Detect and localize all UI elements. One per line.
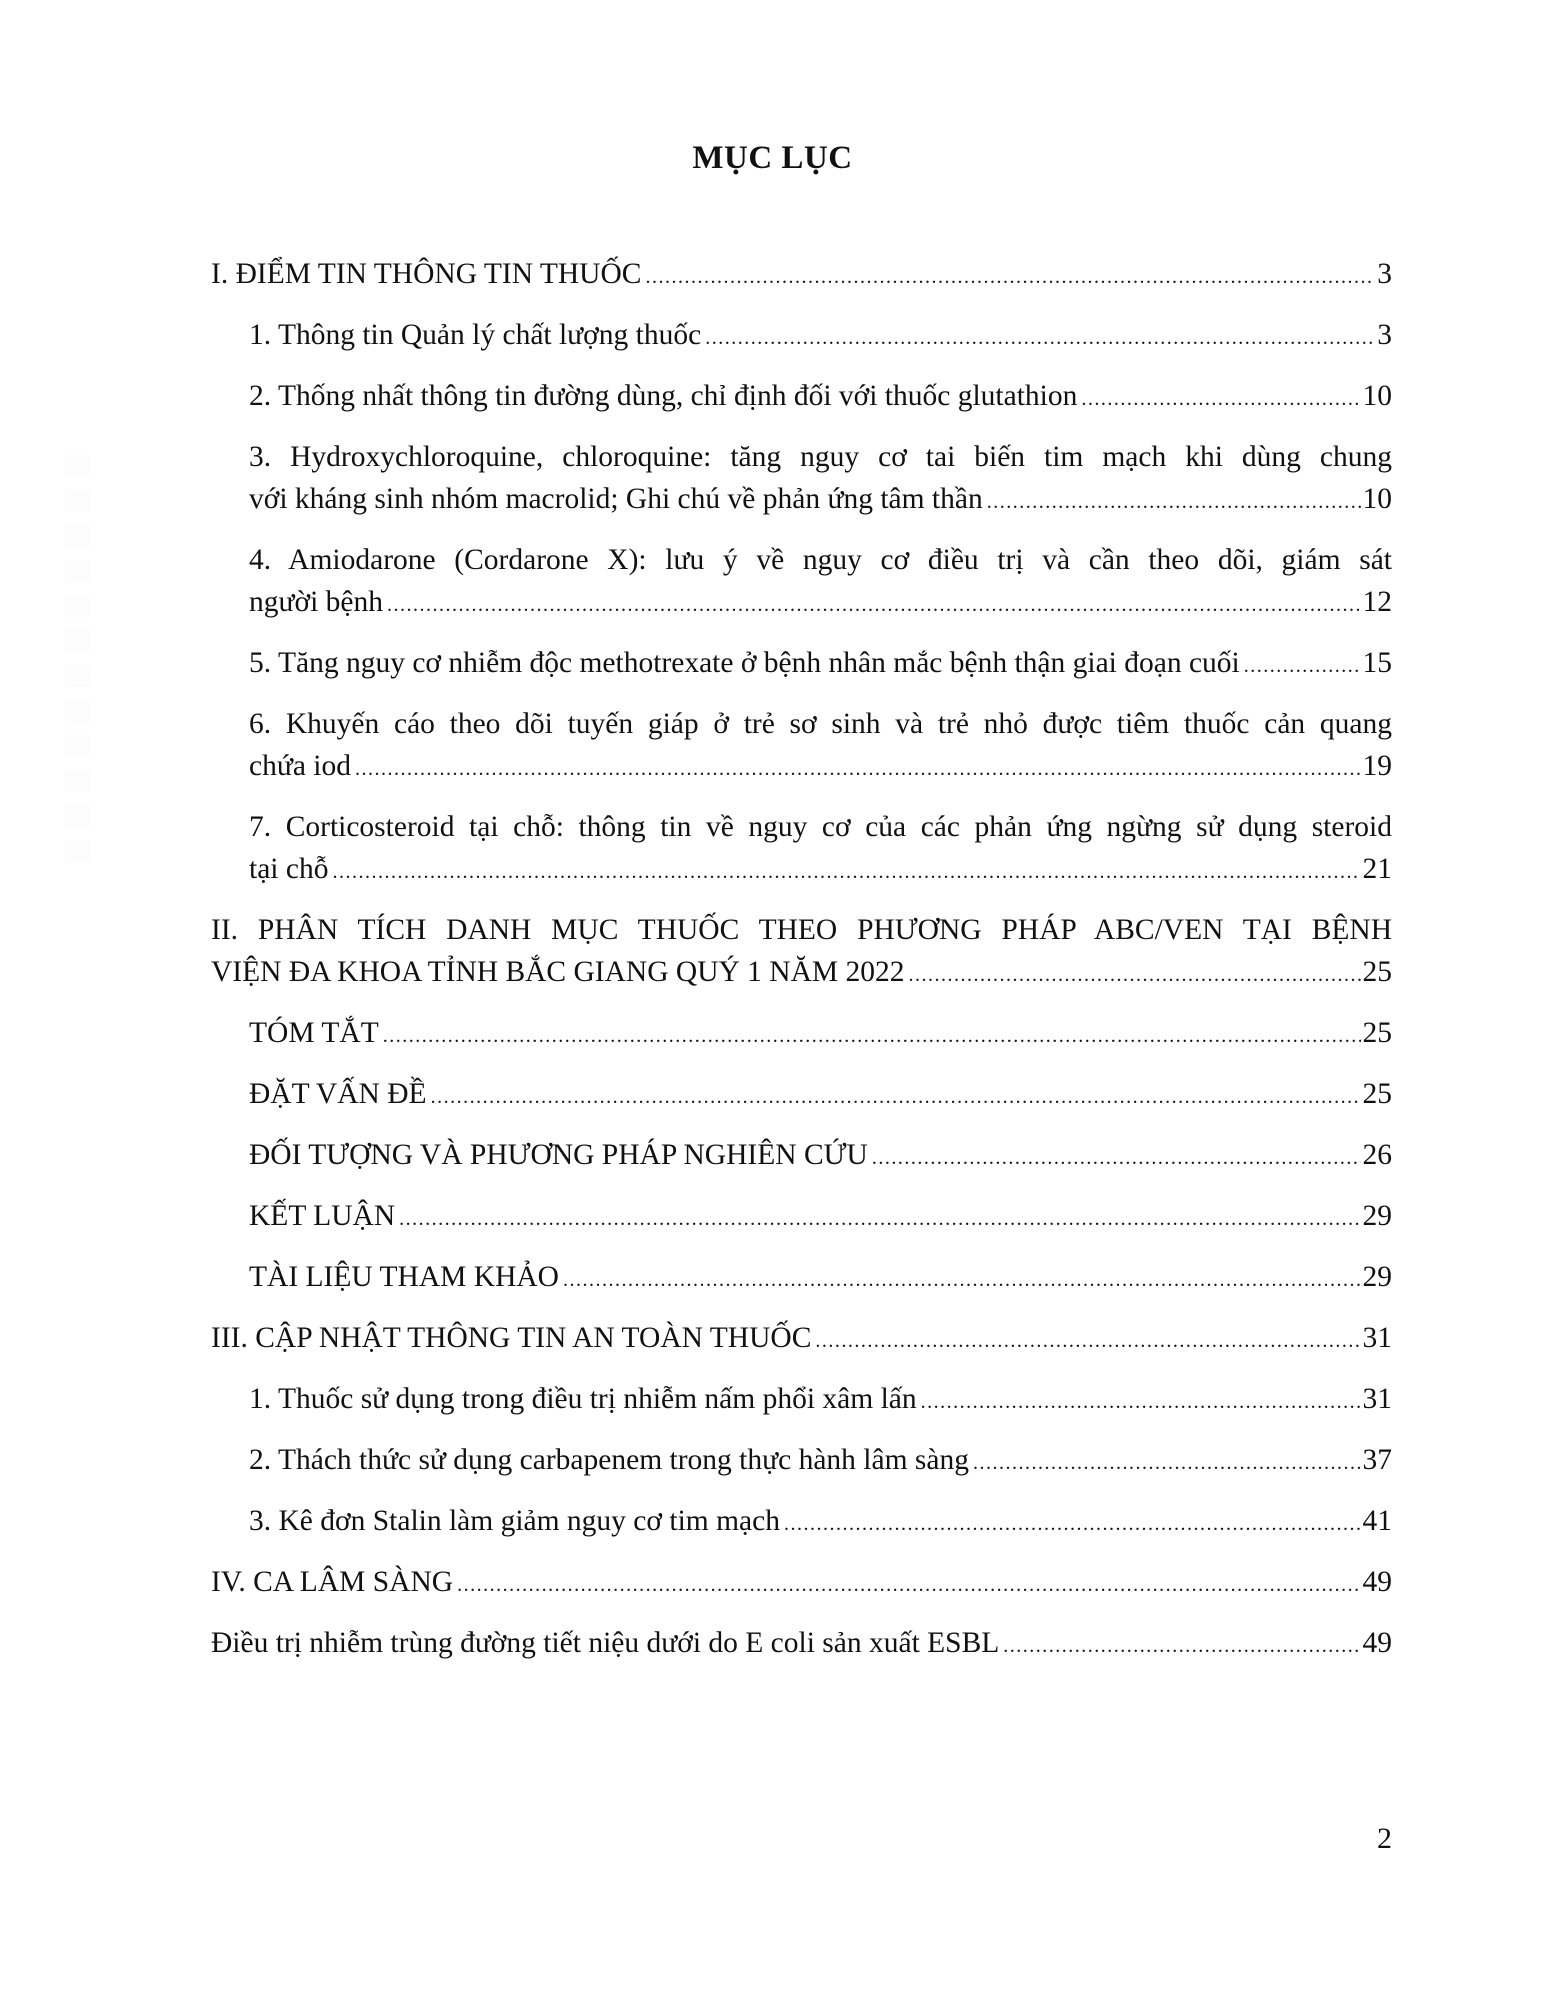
toc-entry-page-number: 31 [1362,1383,1392,1415]
toc-entry[interactable] [211,1195,1392,1240]
toc-entry-page-number: 25 [1362,956,1392,988]
toc-entry-wrapped-line: 3. Hydroxychloroquine, chloroquine: tăng nguy cơ tai biến tim mạch khi dùng chung [249,441,1392,473]
toc-entry-line [249,1439,1392,1484]
toc-entry-line [211,253,1392,298]
toc-entry-title: với kháng sinh nhóm macrolid; Ghi chú về phản ứng tâm thần [249,483,983,515]
toc-entry-page-number: 10 [1362,483,1392,515]
toc-entry-line [249,1378,1392,1423]
dot-leader [355,748,1361,790]
dot-leader [921,1381,1361,1423]
toc-entry-title: 1. Thuốc sử dụng trong điều trị nhiễm nấm phổi xâm lấn [249,1383,917,1415]
toc-entry-title: tại chỗ [249,853,329,885]
toc-entry-page-number: 21 [1362,853,1392,885]
toc-entry[interactable] [211,1134,1392,1179]
dot-leader [1081,378,1360,420]
toc-entry[interactable] [211,1500,1392,1545]
toc-entry-page-number: 41 [1362,1505,1392,1537]
toc-entry[interactable] [211,375,1392,420]
toc-entry-title: 2. Thách thức sử dụng carbapenem trong thực hành lâm sàng [249,1444,969,1476]
toc-entry-title: 1. Thông tin Quản lý chất lượng thuốc [249,319,702,351]
toc-entry-line [249,848,1392,893]
toc-entry[interactable] [211,1256,1392,1301]
dot-leader [383,1015,1361,1057]
toc-entry-page-number: 3 [1377,258,1392,290]
toc-entry-title: người bệnh [249,586,384,618]
toc-entry-title: TÀI LIỆU THAM KHẢO [249,1261,559,1293]
toc-entry-wrapped-line: 4. Amiodarone (Cordarone X): lưu ý về nguy cơ điều trị và cần theo dõi, giám sát [249,544,1392,576]
toc-entry-title: chứa iod [249,750,351,782]
toc-entry-page-number: 31 [1362,1322,1392,1354]
dot-leader [563,1259,1361,1301]
toc-entry-line [249,1500,1392,1545]
toc-entry-line [249,1134,1392,1179]
dot-leader [784,1503,1361,1545]
toc-entry-page-number: 12 [1362,586,1392,618]
toc-entry-line [211,951,1392,996]
toc-entry[interactable] [211,436,1392,523]
toc-entry-line [211,1622,1392,1667]
toc-entry[interactable] [211,1317,1392,1362]
dot-leader [387,584,1360,626]
dot-leader [815,1320,1360,1362]
toc-entry[interactable] [211,909,1392,996]
toc-entry-title: I. ĐIỂM TIN THÔNG TIN THUỐC [211,258,642,290]
toc-entry-line [249,1073,1392,1118]
toc-entry-title: IV. CA LÂM SÀNG [211,1566,454,1598]
dot-leader [987,481,1361,523]
toc-entry[interactable] [211,1073,1392,1118]
dot-leader [705,317,1375,359]
toc-entry[interactable] [211,253,1392,298]
dot-leader [909,954,1361,996]
dot-leader [431,1076,1361,1118]
toc-entry-page-number: 10 [1362,380,1392,412]
toc-entry-line [249,1256,1392,1301]
toc-entry-page-number: 3 [1377,319,1392,351]
dot-leader [1244,645,1361,687]
dot-leader [872,1137,1361,1179]
toc-entry-page-number: 37 [1362,1444,1392,1476]
toc-entry-wrapped-line: II. PHÂN TÍCH DANH MỤC THUỐC THEO PHƯƠNG PHÁP ABC/VEN TẠI BỆNH [211,914,1392,946]
toc-entry[interactable] [211,1378,1392,1423]
toc-entry-page-number: 49 [1362,1566,1392,1598]
dot-leader [645,256,1375,298]
toc-entry-line [249,314,1392,359]
dot-leader [399,1198,1360,1240]
toc-entry[interactable] [211,539,1392,626]
toc-entry-title: ĐỐI TƯỢNG VÀ PHƯƠNG PHÁP NGHIÊN CỨU [249,1139,868,1171]
toc-entry[interactable] [211,703,1392,790]
toc-entry-page-number: 25 [1362,1017,1392,1049]
toc-entry-page-number: 15 [1362,647,1392,679]
page-number: 2 [1377,1822,1392,1855]
dot-leader [332,851,1360,893]
dot-leader [457,1564,1360,1606]
toc-entry-line [211,1561,1392,1606]
toc-entry-line [249,1195,1392,1240]
toc-entry-line [211,1317,1392,1362]
toc-entry-line [249,581,1392,626]
toc-entry[interactable] [211,314,1392,359]
faint-watermark [65,455,90,875]
dot-leader [1003,1625,1360,1667]
toc-entry[interactable] [211,1561,1392,1606]
toc-entry-line [249,1012,1392,1057]
toc-entry-title: 3. Kê đơn Stalin làm giảm nguy cơ tim mạch [249,1505,780,1537]
toc-entry-line [249,478,1392,523]
toc-entry-page-number: 29 [1362,1261,1392,1293]
toc-entry-page-number: 29 [1362,1200,1392,1232]
toc-entry-title: VIỆN ĐA KHOA TỈNH BẮC GIANG QUÝ 1 NĂM 2022 [211,956,905,988]
dot-leader [973,1442,1361,1484]
toc-entry[interactable] [211,806,1392,893]
toc-entry-wrapped-line: 6. Khuyến cáo theo dõi tuyến giáp ở trẻ sơ sinh và trẻ nhỏ được tiêm thuốc cản quang [249,708,1392,740]
toc-entry-title: ĐẶT VẤN ĐỀ [249,1078,427,1110]
toc-entry[interactable] [211,1012,1392,1057]
toc-entry-line [249,375,1392,420]
toc-entry-line [249,745,1392,790]
toc-entry-title: Điều trị nhiễm trùng đường tiết niệu dưới do E coli sản xuất ESBL [211,1627,1000,1659]
toc-entry-line [249,642,1392,687]
toc-entry-title: 5. Tăng nguy cơ nhiễm độc methotrexate ở bệnh nhân mắc bệnh thận giai đoạn cuối [249,647,1240,679]
toc-entry-page-number: 49 [1362,1627,1392,1659]
toc-entry-title: III. CẬP NHẬT THÔNG TIN AN TOÀN THUỐC [211,1322,812,1354]
toc-entry-title: TÓM TẮT [249,1017,379,1049]
toc-entry-title: KẾT LUẬN [249,1200,396,1232]
toc-entry-wrapped-line: 7. Corticosteroid tại chỗ: thông tin về nguy cơ của các phản ứng ngừng sử dụng steroid [249,811,1392,843]
toc-entry-title: 2. Thống nhất thông tin đường dùng, chỉ định đối với thuốc glutathion [249,380,1078,412]
table-of-contents [211,253,1392,1683]
page-title: MỤC LỤC [692,140,853,176]
toc-entry-page-number: 25 [1362,1078,1392,1110]
toc-entry[interactable] [211,1622,1392,1667]
toc-entry-page-number: 26 [1362,1139,1392,1171]
toc-entry[interactable] [211,642,1392,687]
toc-entry[interactable] [211,1439,1392,1484]
toc-entry-page-number: 19 [1362,750,1392,782]
